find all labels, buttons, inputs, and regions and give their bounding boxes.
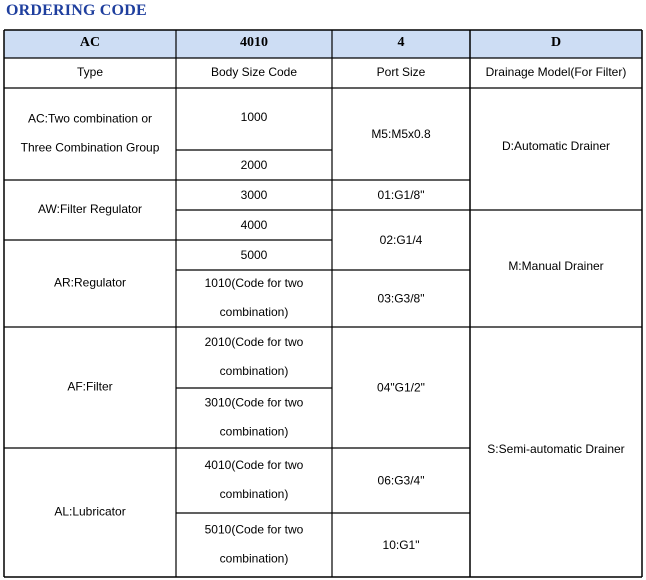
type-cell-text: AL:Lubricator	[54, 504, 126, 519]
body-size-cell-text: combination)	[219, 487, 289, 502]
body-size-cell-text: 1010(Code for two	[204, 276, 304, 291]
body-size-cell-text: combination)	[219, 551, 289, 566]
body-size-cell-text: 5010(Code for two	[204, 522, 304, 537]
body-size-cell-text: 5000	[240, 248, 268, 263]
type-cell-text: AR:Regulator	[53, 275, 127, 290]
column-header-3: Drainage Model(For Filter)	[485, 65, 627, 80]
type-cell-text: AC:Two combination or	[27, 111, 153, 126]
body-size-cell-text: 1000	[240, 110, 268, 125]
body-size-cell-text: 3010(Code for two	[204, 395, 304, 410]
header-code-1: 4010	[240, 35, 268, 51]
header-code-0: AC	[79, 35, 101, 51]
port-size-cell-text: M5:M5x0.8	[371, 127, 431, 142]
drainage-cell-text: D:Automatic Drainer	[501, 139, 611, 154]
port-size-cell-text: 06:G3/4"	[377, 473, 425, 488]
body-size-cell-text: 3000	[240, 188, 268, 203]
header-code-2: 4	[397, 35, 405, 51]
body-size-cell-text: 4000	[240, 218, 268, 233]
column-header-0: Type	[76, 65, 104, 80]
port-size-cell-text: 01:G1/8"	[377, 188, 425, 203]
body-size-cell-text: combination)	[219, 305, 289, 320]
port-size-cell-text: 04"G1/2"	[377, 380, 425, 395]
port-size-cell-text: 03:G3/8"	[377, 291, 425, 306]
body-size-cell-text: 2010(Code for two	[204, 335, 304, 350]
body-size-cell-text: combination)	[219, 364, 289, 379]
drainage-cell-text: M:Manual Drainer	[508, 259, 604, 274]
column-header-2: Port Size	[376, 65, 426, 80]
column-header-1: Body Size Code	[210, 65, 298, 80]
body-size-cell-text: 2000	[240, 158, 268, 173]
port-size-cell-text: 10:G1"	[382, 538, 420, 553]
page-title: ORDERING CODE	[6, 2, 147, 19]
type-cell-text: AW:Filter Regulator	[37, 202, 143, 217]
type-cell-text: Three Combination Group	[20, 140, 160, 155]
type-cell-text: AF:Filter	[67, 379, 113, 394]
drainage-cell-text: S:Semi-automatic Drainer	[487, 442, 625, 457]
port-size-cell-text: 02:G1/4	[379, 233, 423, 248]
body-size-cell-text: combination)	[219, 424, 289, 439]
header-code-3: D	[550, 35, 562, 51]
body-size-cell-text: 4010(Code for two	[204, 458, 304, 473]
